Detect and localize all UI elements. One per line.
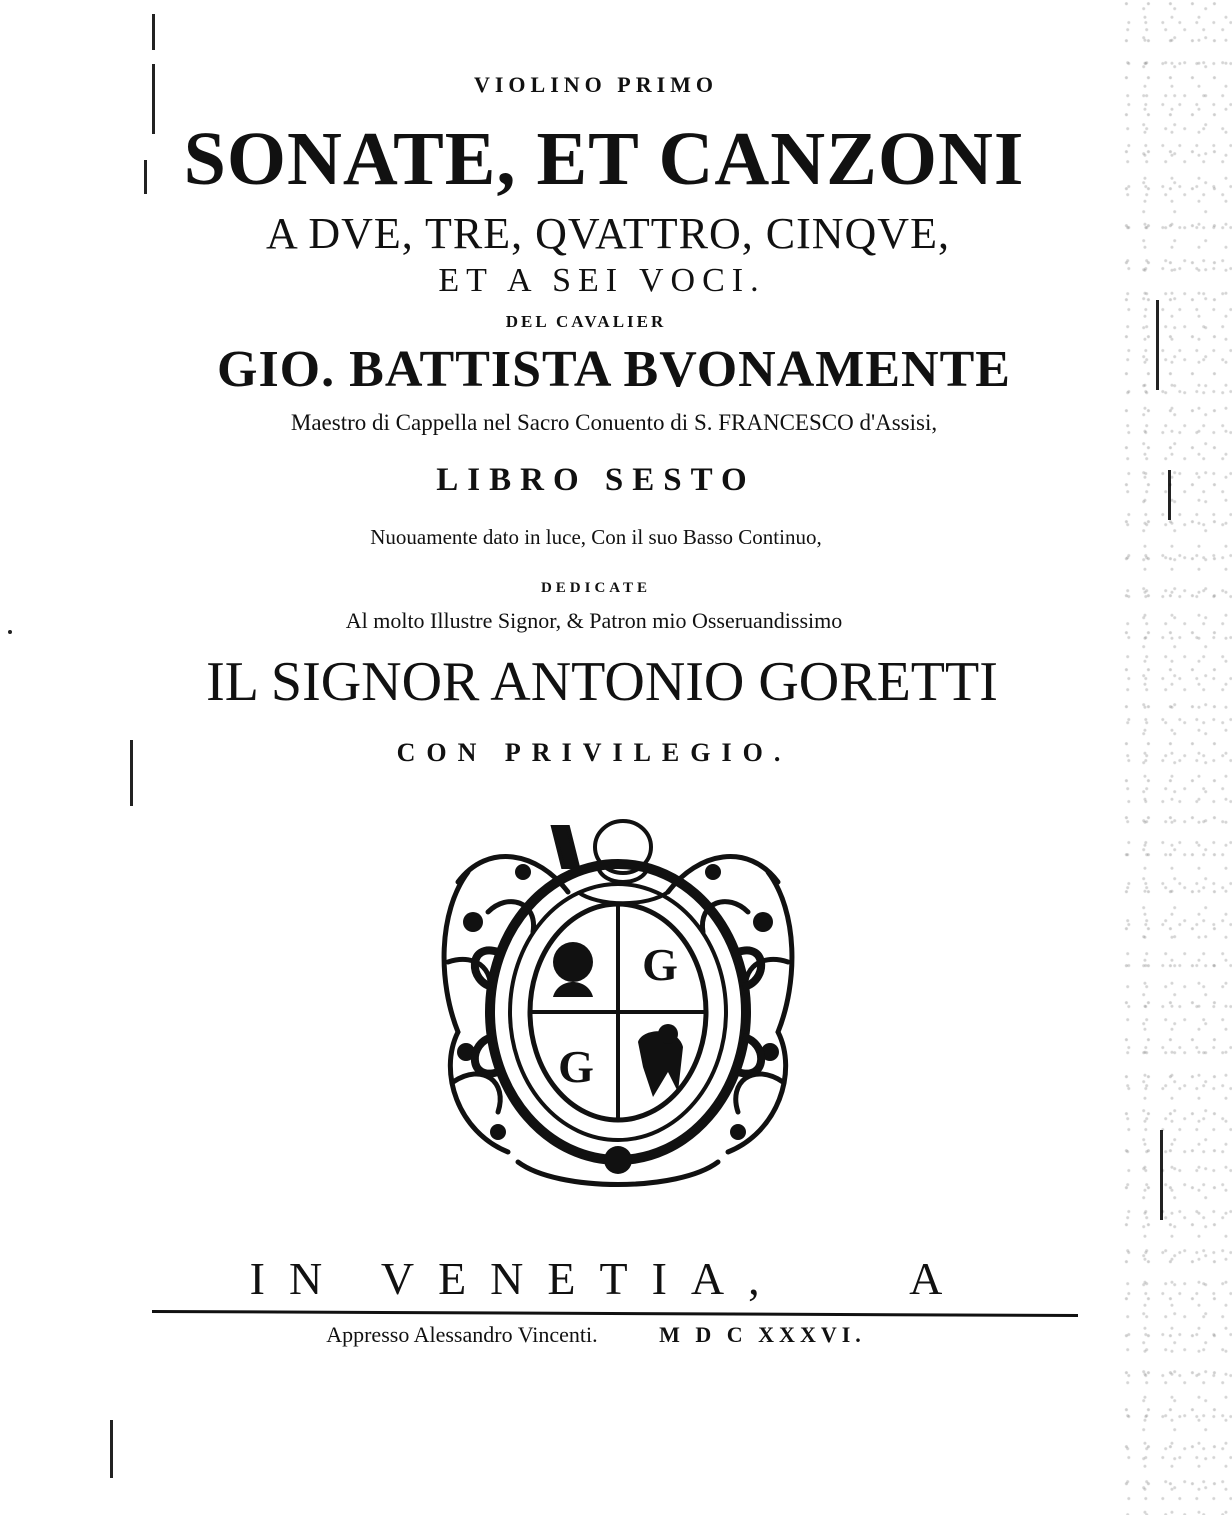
dedicatee-name: IL SIGNOR ANTONIO GORETTI [206,651,998,713]
work-title: SONATE, ET CANZONI [183,117,1025,201]
subtitle-voices: A DVE, TRE, QVATTRO, CINQVE, [266,209,950,258]
dedicate-label: DEDICATE [540,580,652,596]
book-number: LIBRO SESTO [436,462,756,498]
imprint [0,1322,1212,1348]
publication-city [0,1252,1224,1305]
privilege-line: CON PRIVILEGIO. [396,738,792,767]
composer-name: GIO. BATTISTA BVONAMENTE [217,341,1011,398]
monogram-top-right: G [642,939,678,990]
city-name: IN VENETIA, [249,1253,784,1304]
dedication-line: Al molto Illustre Signor, & Patron mio Osseruandissimo [345,608,843,633]
coat-of-arms-icon [428,812,808,1202]
monogram-bottom-left: G [558,1041,594,1092]
edition-note: Nuouamente dato in luce, Con il suo Basso Continuo, [370,525,822,549]
signature-letter: A [909,1253,967,1304]
scan-edge-mark [110,1420,113,1478]
by-line: DEL CAVALIER [505,312,667,331]
printer-name: Appresso Alessandro Vincenti. [326,1322,598,1347]
publication-year: M D C XXXVI. [659,1322,866,1347]
scan-edge-mark [152,14,155,50]
voice-part: VIOLINO PRIMO [473,72,719,97]
composer-position: Maestro di Cappella nel Sacro Conuento di S. FRANCESCO d'Assisi, [290,410,938,435]
imprint-rule [152,1310,1078,1317]
subtitle-voices-cont: ET A SEI VOCI. [438,262,766,299]
